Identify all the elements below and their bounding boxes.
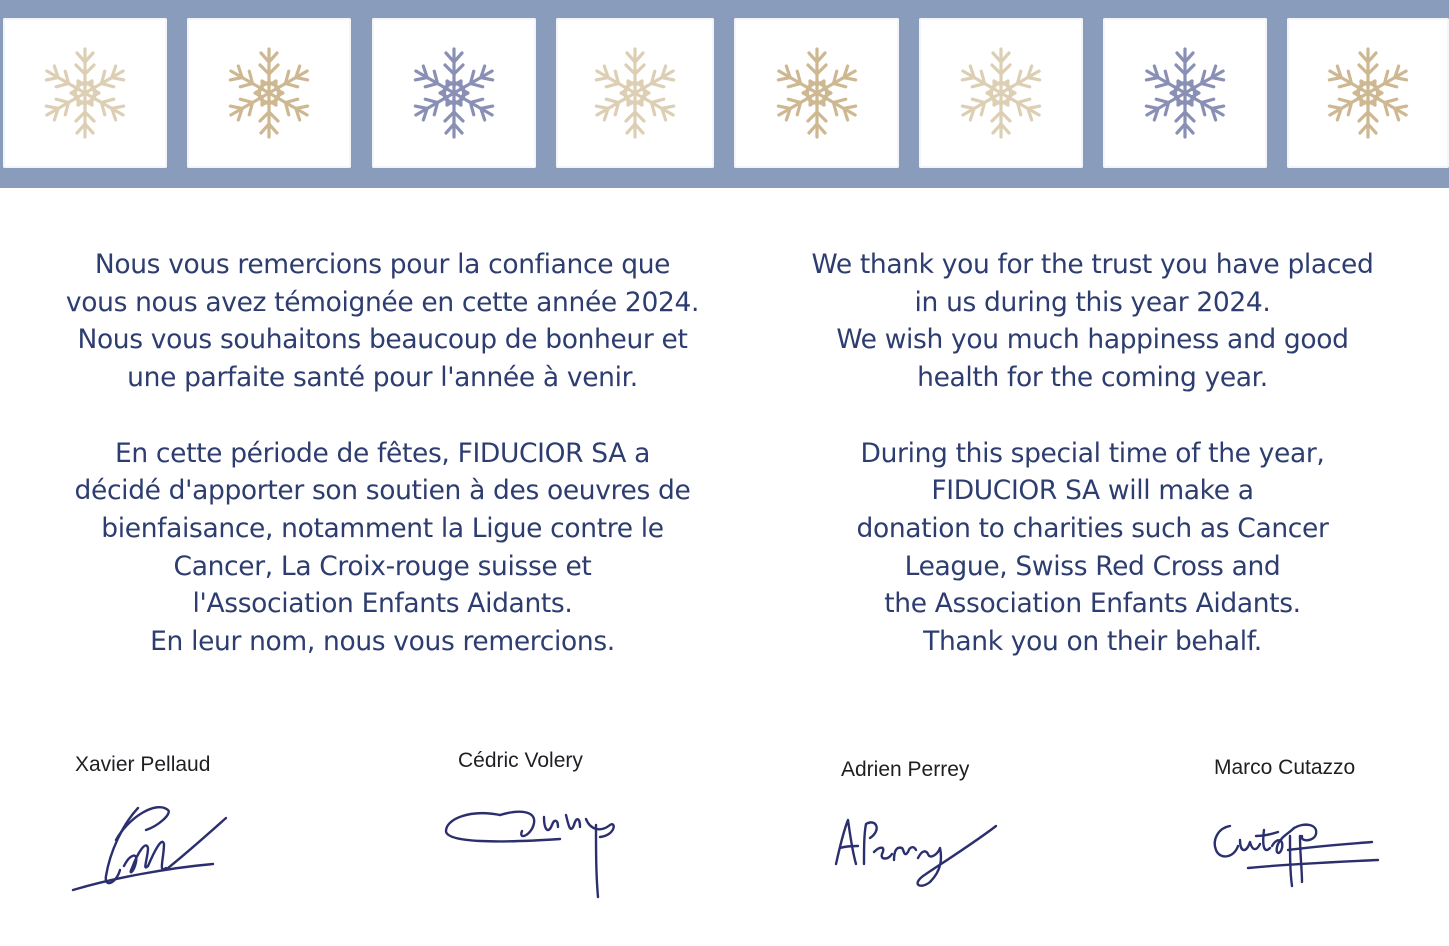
snowflake-icon (404, 43, 504, 143)
snowflake-tile (3, 18, 167, 168)
french-p2-line: En cette période de fêtes, FIDUCIOR SA a (115, 437, 650, 469)
english-message (760, 246, 1425, 661)
signatory-name: Cédric Volery (458, 749, 583, 772)
french-p1-line: une parfaite santé pour l'année à venir. (127, 362, 638, 394)
english-p2-line: Thank you on their behalf. (923, 626, 1262, 658)
signature-xavier-pellaud (68, 796, 233, 898)
snowflake-tile (734, 18, 899, 168)
english-p2-line: the Association Enfants Aidants. (884, 588, 1301, 620)
english-p1-line: health for the coming year. (917, 362, 1268, 394)
signatory-name: Xavier Pellaud (75, 753, 211, 776)
snowflake-icon (35, 43, 135, 143)
french-p2-line: décidé d'apporter son soutien à des oeuvres de (74, 475, 691, 507)
french-message (20, 246, 745, 661)
signatory-name: Marco Cutazzo (1214, 756, 1356, 779)
snowflake-band (0, 0, 1449, 188)
french-p2-line: l'Association Enfants Aidants. (192, 588, 573, 620)
snowflake-tile (187, 18, 351, 168)
snowflake-tile (919, 18, 1083, 168)
snowflake-icon (1318, 43, 1418, 143)
french-p2-line: Cancer, La Croix-rouge suisse et (173, 550, 592, 582)
snowflake-icon (585, 43, 685, 143)
signature-adrien-perrey (830, 810, 1002, 894)
snowflake-icon (1135, 43, 1235, 143)
english-p2-line: donation to charities such as Cancer (856, 512, 1329, 544)
signature-cedric-volery (440, 795, 625, 903)
english-p1-line: We wish you much happiness and good (836, 324, 1349, 356)
snowflake-tile (1103, 18, 1267, 168)
snowflake-icon (951, 43, 1051, 143)
snowflake-tile (556, 18, 714, 168)
french-p2-line: En leur nom, nous vous remercions. (150, 626, 615, 658)
english-p1-line: in us during this year 2024. (914, 286, 1271, 318)
snowflake-tile (372, 18, 536, 168)
paragraph-gap (20, 397, 745, 435)
signatory-name: Adrien Perrey (841, 758, 970, 781)
french-p2-line: bienfaisance, notamment la Ligue contre le (101, 512, 664, 544)
french-p1-line: Nous vous remercions pour la confiance que (94, 249, 671, 280)
english-p2-line: FIDUCIOR SA will make a (931, 475, 1254, 507)
french-p1-line: vous nous avez témoignée en cette année 2024. (65, 286, 700, 318)
signature-marco-cutazzo (1208, 806, 1384, 892)
french-p1-line: Nous vous souhaitons beaucoup de bonheur et (77, 324, 688, 356)
english-p2-line: League, Swiss Red Cross and (904, 550, 1281, 582)
snowflake-icon (219, 43, 319, 143)
snowflake-icon (767, 43, 867, 143)
english-p1-line: We thank you for the trust you have placed (811, 249, 1374, 280)
english-p2-line: During this special time of the year, (860, 437, 1325, 469)
paragraph-gap (760, 397, 1425, 435)
snowflake-tile (1287, 18, 1449, 168)
